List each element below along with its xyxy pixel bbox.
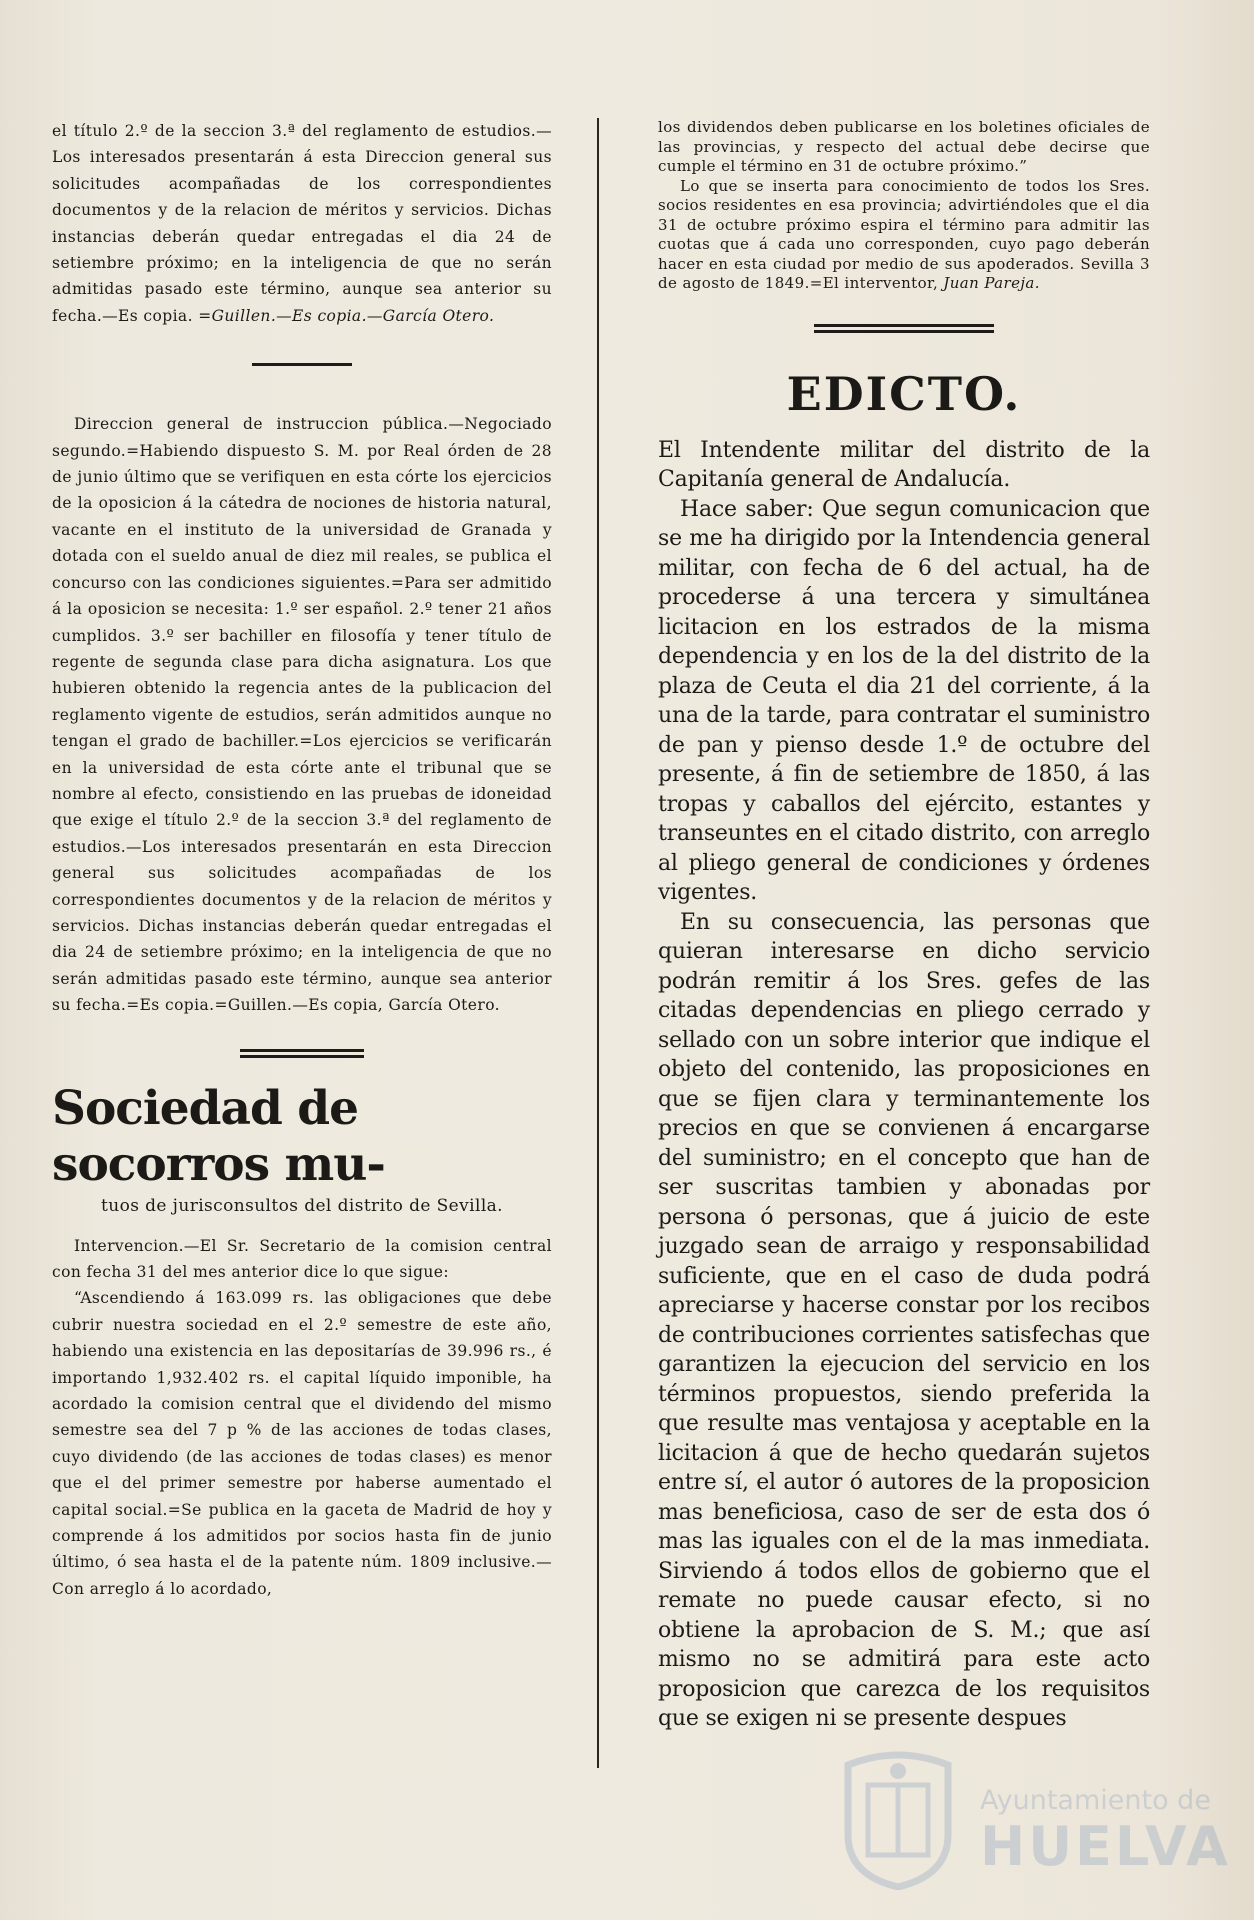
section-separator bbox=[52, 1049, 552, 1063]
sociedad-subtitle: tuos de jurisconsultos del distrito de Sevilla. bbox=[100, 1195, 503, 1216]
watermark-line1: Ayuntamiento de bbox=[980, 1785, 1211, 1816]
left-column bbox=[52, 118, 552, 1602]
consecuencia-paragraph: En su consecuencia, las personas que quieran interesarse en dicho servicio podrán remitir á los Sres. gefes de las citadas dependencias en pliego cerrado y sellado con un sobre interior que indique el objeto del contenido, las proposiciones en que se fijen clara y terminantemente los precios en que se convienen á encargarse del suministro; en el concepto que han de ser suscritas tambien y abonadas por persona ó personas, que á juicio de este juzgado sean de arraigo y responsabilidad suficiente, que en el caso de duda podrá apreciarse y hacerse constar por los recibos de contribuciones corrientes satisfechas que garantizen la ejecucion del servicio en los términos propuestos, siendo preferida la que resulte mas ventajosa y aceptable en la licitacion á que de hecho quedarán sujetos entre sí, el autor ó autores de la proposicion mas beneficiosa, caso de ser de esta dos ó mas las iguales con el de la mas inmediata. Sirviendo á todos ellos de gobierno que el remate no puede causar efecto, si no obtiene la aprobacion de S. M.; que así mismo no se admitirá para este acto proposicion que carezca de los requisitos que se exigen ni se presente despues bbox=[658, 909, 1150, 1731]
intendente-paragraph: El Intendente militar del distrito de la Capitanía general de Andalucía. bbox=[658, 437, 1150, 492]
watermark-line2: HUELVA bbox=[980, 1815, 1231, 1878]
hace-saber-paragraph: Hace saber: Que segun comunicacion que se me ha dirigido por la Intendencia general militar, con fecha de 6 del actual, ha de procederse á una tercera y simultánea licitacion en los estrados de la misma dependencia y en los de la del distrito de la plaza de Ceuta el dia 21 del corriente, á la una de la tarde, para contratar el suministro de pan y pienso desde 1.º de octubre del presente, á fin de setiembre de 1850, á las tropas y caballos del ejército, estantes y transeuntes en el citado distrito, con arreglo al pliego general de condiciones y órdenes vigentes. bbox=[658, 496, 1150, 905]
loque-paragraph: Lo que se inserta para conocimiento de todos los Sres. socios residentes en esa provincia; advirtiéndoles que el dia 31 de octubre próximo espira el término para admitir las cuotas que á cada uno corresponden, cuyo pago deberán hacer en esta ciudad por medio de sus apoderados. Sevilla 3 de agosto de 1849.=El interventor, Juan Pareja. bbox=[658, 176, 1150, 292]
section-separator bbox=[52, 363, 552, 377]
ascendiendo-paragraph: “Ascendiendo á 163.099 rs. las obligaciones que debe cubrir nuestra sociedad en el 2.º semestre de este año, habiendo una existencia en las depositarías de 39.996 rs., é importando 1,932.402 rs. el capital líquido imponible, ha acordado la comision central que el dividendo del mismo semestre sea del 7 p % de las acciones de todas clases, cuyo dividendo (de las acciones de todas clases) es menor que el del primer semestre por haberse aumentado el capital social.=Se publica en la gaceta de Madrid de hoy y comprende á los admitidos por socios hasta fin de junio último, ó sea hasta el de la patente núm. 1809 inclusive.—Con arreglo á lo acordado, bbox=[52, 1289, 552, 1598]
intervencion-paragraph: Intervencion.—El Sr. Secretario de la comision central con fecha 31 del mes anterior dice lo que sigue: bbox=[52, 1236, 552, 1281]
right-column bbox=[658, 118, 1150, 1734]
column-divider bbox=[597, 118, 599, 1768]
sociedad-title: Sociedad de socorros mu- bbox=[52, 1080, 385, 1192]
continuation-paragraph: el título 2.º de la seccion 3.ª del reglamento de estudios.—Los interesados presentarán á esta Direccion general sus solicitudes acompañadas de los correspondientes documentos y de la relacion de méritos y servicios. Dichas instancias deberán quedar entregadas el dia 24 de setiembre próximo; en la inteligencia de que no serán admitidas pasado este término, aunque sea anterior su fecha.—Es copia. =Guillen.—Es copia.—García Otero. bbox=[52, 122, 552, 325]
coat-of-arms-icon bbox=[838, 1745, 958, 1890]
edicto-title: EDICTO. bbox=[786, 366, 1022, 421]
archive-watermark bbox=[838, 1745, 1231, 1890]
direccion-paragraph: Direccion general de instruccion pública.—Negociado segundo.=Habiendo dispuesto S. M. por Real órden de 28 de junio último que se verifiquen en esta córte los ejercicios de la oposicion á la cátedra de nociones de historia natural, vacante en el instituto de la universidad de Granada y dotada con el sueldo anual de diez mil reales, se publica el concurso con las condiciones siguientes.=Para ser admitido á la oposicion se necesita: 1.º ser español. 2.º tener 21 años cumplidos. 3.º ser bachiller en filosofía y tener título de regente de segunda clase para dicha asignatura. Los que hubieren obtenido la regencia antes de la publicacion del reglamento vigente de estudios, serán admitidos aunque no tengan el grado de bachiller.=Los ejercicios se verificarán en la universidad de esta córte ante el tribunal que se nombre al efecto, consistiendo en las pruebas de idoneidad que exige el título 2.º de la seccion 3.ª del reglamento de estudios.—Los interesados presentarán en esta Direccion general sus solicitudes acompañadas de los correspondientes documentos y de la relacion de méritos y servicios. Dichas instancias deberán quedar entregadas el dia 24 de setiembre próximo; en la inteligencia de que no serán admitidas pasado este término, aunque sea anterior su fecha.=Es copia.=Guillen.—Es copia, García Otero. bbox=[52, 415, 552, 1015]
continuation-signature: Guillen.—Es copia.—García Otero. bbox=[211, 306, 495, 325]
dividendos-paragraph: los dividendos deben publicarse en los boletines oficiales de las provincias, y respecto del actual debe decirse que cumple el término en 31 de octubre próximo.” bbox=[658, 118, 1150, 175]
interventor-signature: Juan Pareja. bbox=[943, 274, 1040, 292]
section-separator bbox=[658, 324, 1150, 338]
